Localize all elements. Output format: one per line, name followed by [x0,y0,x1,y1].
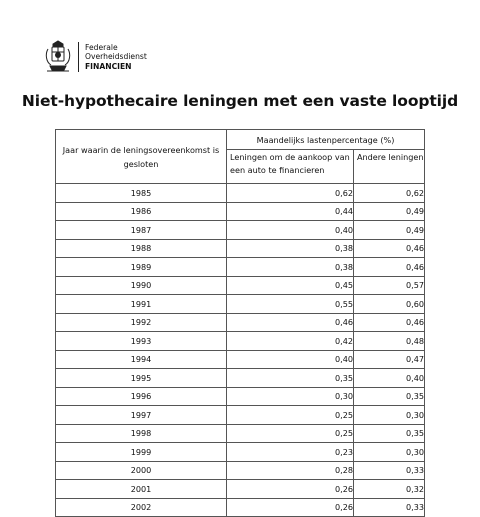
other-rate-cell: 0,30 [354,406,425,425]
car-rate-cell: 0,45 [227,276,354,295]
table-row [56,461,425,480]
table-row [56,350,425,369]
car-rate-cell: 0,35 [227,369,354,388]
year-cell: 1985 [56,184,227,203]
car-rate-cell: 0,28 [227,461,354,480]
car-rate-cell: 0,30 [227,387,354,406]
table-row [56,313,425,332]
other-rate-cell: 0,48 [354,332,425,351]
other-rate-cell: 0,62 [354,184,425,203]
table-row [56,387,425,406]
header [44,37,147,77]
car-rate-cell: 0,40 [227,221,354,240]
table-row [56,406,425,425]
year-cell: 1986 [56,202,227,221]
header-other-loans: Andere leningen [354,150,425,184]
year-cell: 2002 [56,498,227,517]
coat-of-arms-icon [44,40,72,74]
other-rate-cell: 0,40 [354,369,425,388]
other-rate-cell: 0,49 [354,221,425,240]
year-cell: 2000 [56,461,227,480]
table-row [56,498,425,517]
car-rate-cell: 0,25 [227,424,354,443]
table-row [56,332,425,351]
other-rate-cell: 0,33 [354,498,425,517]
year-cell: 1995 [56,369,227,388]
table-row [56,258,425,277]
other-rate-cell: 0,46 [354,258,425,277]
table-row [56,202,425,221]
year-cell: 1990 [56,276,227,295]
table-row [56,221,425,240]
car-rate-cell: 0,26 [227,498,354,517]
table-row [56,295,425,314]
other-rate-cell: 0,35 [354,424,425,443]
other-rate-cell: 0,35 [354,387,425,406]
car-rate-cell: 0,23 [227,443,354,462]
table-row [56,369,425,388]
table-row [56,480,425,499]
other-rate-cell: 0,49 [354,202,425,221]
table-body [56,184,425,517]
header-separator [78,42,79,72]
table-row [56,443,425,462]
other-rate-cell: 0,46 [354,239,425,258]
year-cell: 1991 [56,295,227,314]
header-year: Jaar waarin de leningsovereenkomst is gesloten [56,130,227,184]
car-rate-cell: 0,62 [227,184,354,203]
other-rate-cell: 0,33 [354,461,425,480]
other-rate-cell: 0,47 [354,350,425,369]
year-cell: 1989 [56,258,227,277]
year-cell: 1996 [56,387,227,406]
year-cell: 1992 [56,313,227,332]
org-line-2: Overheidsdienst [85,52,147,62]
car-rate-cell: 0,44 [227,202,354,221]
year-cell: 1994 [56,350,227,369]
header-car-loans: Leningen om de aankoop van een auto te financieren [227,150,354,184]
org-line-1: Federale [85,42,118,52]
rates-table [55,129,425,517]
year-cell: 1993 [56,332,227,351]
other-rate-cell: 0,32 [354,480,425,499]
car-rate-cell: 0,55 [227,295,354,314]
year-cell: 1988 [56,239,227,258]
header-monthly-rate: Maandelijks lastenpercentage (%) [227,130,425,150]
car-rate-cell: 0,26 [227,480,354,499]
organization-name [85,43,147,72]
other-rate-cell: 0,57 [354,276,425,295]
year-cell: 1998 [56,424,227,443]
year-cell: 1997 [56,406,227,425]
year-cell: 1999 [56,443,227,462]
car-rate-cell: 0,46 [227,313,354,332]
page-title: Niet-hypothecaire leningen met een vaste looptijd [21,92,459,110]
other-rate-cell: 0,60 [354,295,425,314]
other-rate-cell: 0,30 [354,443,425,462]
org-line-3: FINANCIEN [85,61,132,71]
year-cell: 2001 [56,480,227,499]
car-rate-cell: 0,40 [227,350,354,369]
table-row [56,424,425,443]
car-rate-cell: 0,38 [227,258,354,277]
table-row [56,276,425,295]
table-row [56,184,425,203]
car-rate-cell: 0,25 [227,406,354,425]
other-rate-cell: 0,46 [354,313,425,332]
table-row [56,239,425,258]
car-rate-cell: 0,42 [227,332,354,351]
car-rate-cell: 0,38 [227,239,354,258]
year-cell: 1987 [56,221,227,240]
